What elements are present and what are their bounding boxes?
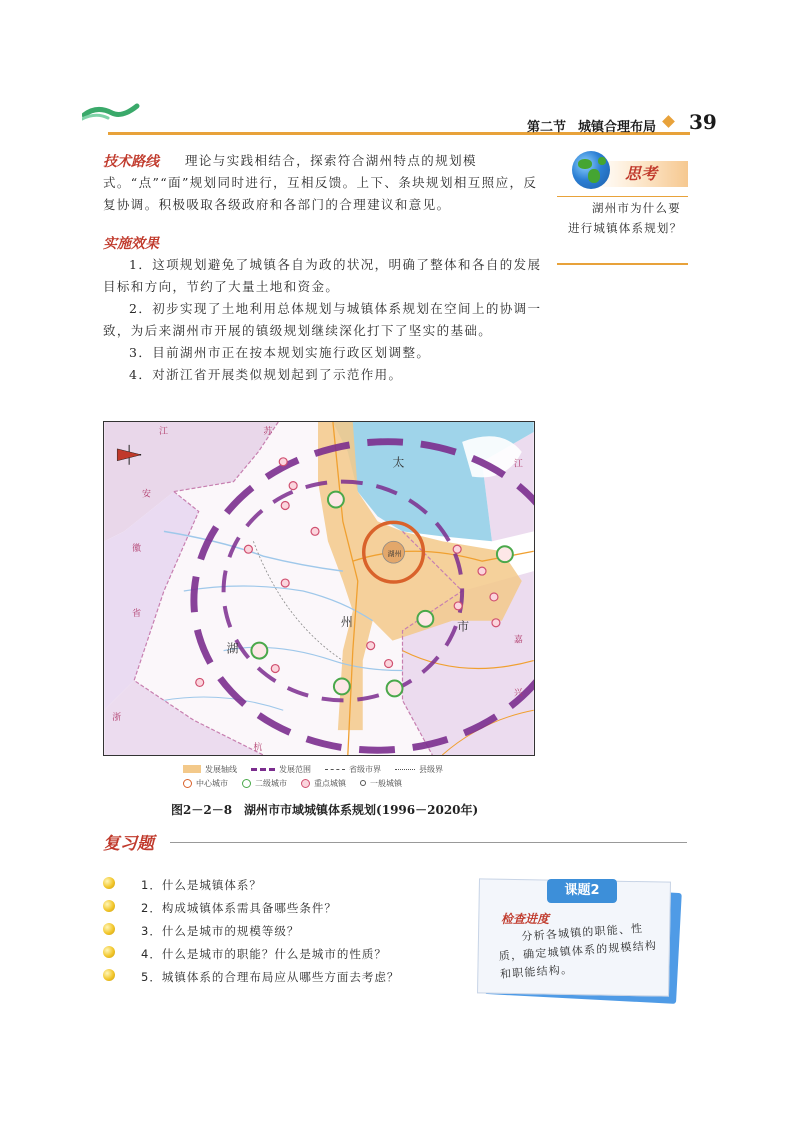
map-label: 兴 [513,688,523,699]
map-label: 苏 [263,426,273,437]
map-second-city-marker [387,680,403,696]
review-question [103,919,463,942]
legend-label: 省级市界 [349,764,381,774]
project-label: 检查进度 [501,912,550,926]
figure-caption: 图2－2－8 湖州市市域城镇体系规划(1996－2020年) [171,803,479,817]
map-second-city-marker [334,678,350,694]
legend-dev-axis [183,764,237,775]
map-label: 市 [457,619,470,634]
think-title: 思考 [625,164,658,183]
legend-label: 重点城镇 [314,778,346,788]
project-text: 分析各城镇的职能、性质，确定城镇体系的规模结构和职能结构。 [498,921,658,981]
legend-dev-range [251,764,311,775]
bullet-icon [103,946,115,958]
review-question-text: 3．什么是城市的规模等级？ [141,923,300,938]
project-tab: 课题2 [547,879,617,903]
map-label: 徽 [132,544,142,555]
map-label: 杭 [253,743,263,754]
legend-prov-boundary [325,764,381,775]
review-question [103,873,463,896]
technical-route-text: 理论与实践相结合，探索符合湖州特点的规划模式。“点”“面”规划同时进行，互相反馈。上下、条块规划相互照应，反复协调。积极吸取各级政府和各部门的合理建议和意见。 [103,153,538,212]
legend-label: 一般城镇 [370,778,402,788]
think-question: 湖州市为什么要进行城镇体系规划？ [568,201,683,235]
map-label: 湖州 [387,550,402,559]
map-label: 太 [392,455,405,470]
page-number: 39 [689,110,717,134]
map-label: 州 [340,614,353,629]
implementation-item: 4．对浙江省开展类似规划起到了示范作用。 [129,367,403,382]
map-second-city-marker [417,611,433,627]
legend-county-boundary [395,764,443,775]
review-question-text: 1．什么是城镇体系？ [141,877,262,892]
bullet-icon [103,900,115,912]
map-legend [183,762,523,790]
map-second-city-marker [251,643,267,659]
globe-icon [572,151,610,189]
review-question [103,965,463,988]
map-second-city-marker [497,546,513,562]
map-label: 省 [132,608,142,619]
huzhou-town-system-map [103,421,535,756]
implementation-item: 3．目前湖州市正在按本规划实施行政区划调整。 [129,345,431,360]
implementation-item: 2．初步实现了土地利用总体规划与城镇体系规划在空间上的协调一致，为后来湖州市开展的镇级规划继续深化打下了坚实的基础。 [103,301,542,338]
legend-label: 县级界 [419,764,443,774]
map-label: 安 [142,489,152,500]
map-second-city-marker [328,492,344,508]
map-label: 嘉 [513,635,523,646]
implementation-label: 实施效果 [103,236,159,252]
legend-label: 中心城市 [196,778,228,788]
header-diamond-icon [662,115,675,128]
header-title: 城镇合理布局 [578,120,657,135]
map-label: 江 [158,426,168,437]
legend-label: 发展轴线 [205,764,237,774]
legend-second-city [242,778,287,789]
legend-center-city [183,778,228,789]
legend-general-town [360,778,402,789]
review-rule [170,842,687,843]
review-question [103,896,463,919]
header-swoosh-decoration [82,103,142,123]
review-question-text: 2．构成城镇体系需具备哪些条件？ [141,900,337,915]
map-label: 湖 [226,641,239,656]
bullet-icon [103,969,115,981]
review-question [103,942,463,965]
legend-label: 二级城市 [255,778,287,788]
bullet-icon [103,923,115,935]
legend-label: 发展范围 [279,764,311,774]
implementation-item: 1．这项规划避免了城镇各自为政的状况，明确了整体和各自的发展目标和方向，节约了大量土地和资金。 [103,257,542,294]
header-section: 第二节 [527,120,567,135]
review-title: 复习题 [103,834,154,854]
legend-key-town [301,778,346,789]
map-label: 浙 [112,713,122,724]
technical-route-label: 技术路线 [103,154,159,170]
map-label: 江 [513,459,523,470]
implementation-list [103,254,543,386]
review-question-text: 4．什么是城市的职能？什么是城市的性质？ [141,946,387,961]
review-question-list [103,873,463,988]
review-question-text: 5．城镇体系的合理布局应从哪些方面去考虑？ [141,969,400,984]
bullet-icon [103,877,115,889]
